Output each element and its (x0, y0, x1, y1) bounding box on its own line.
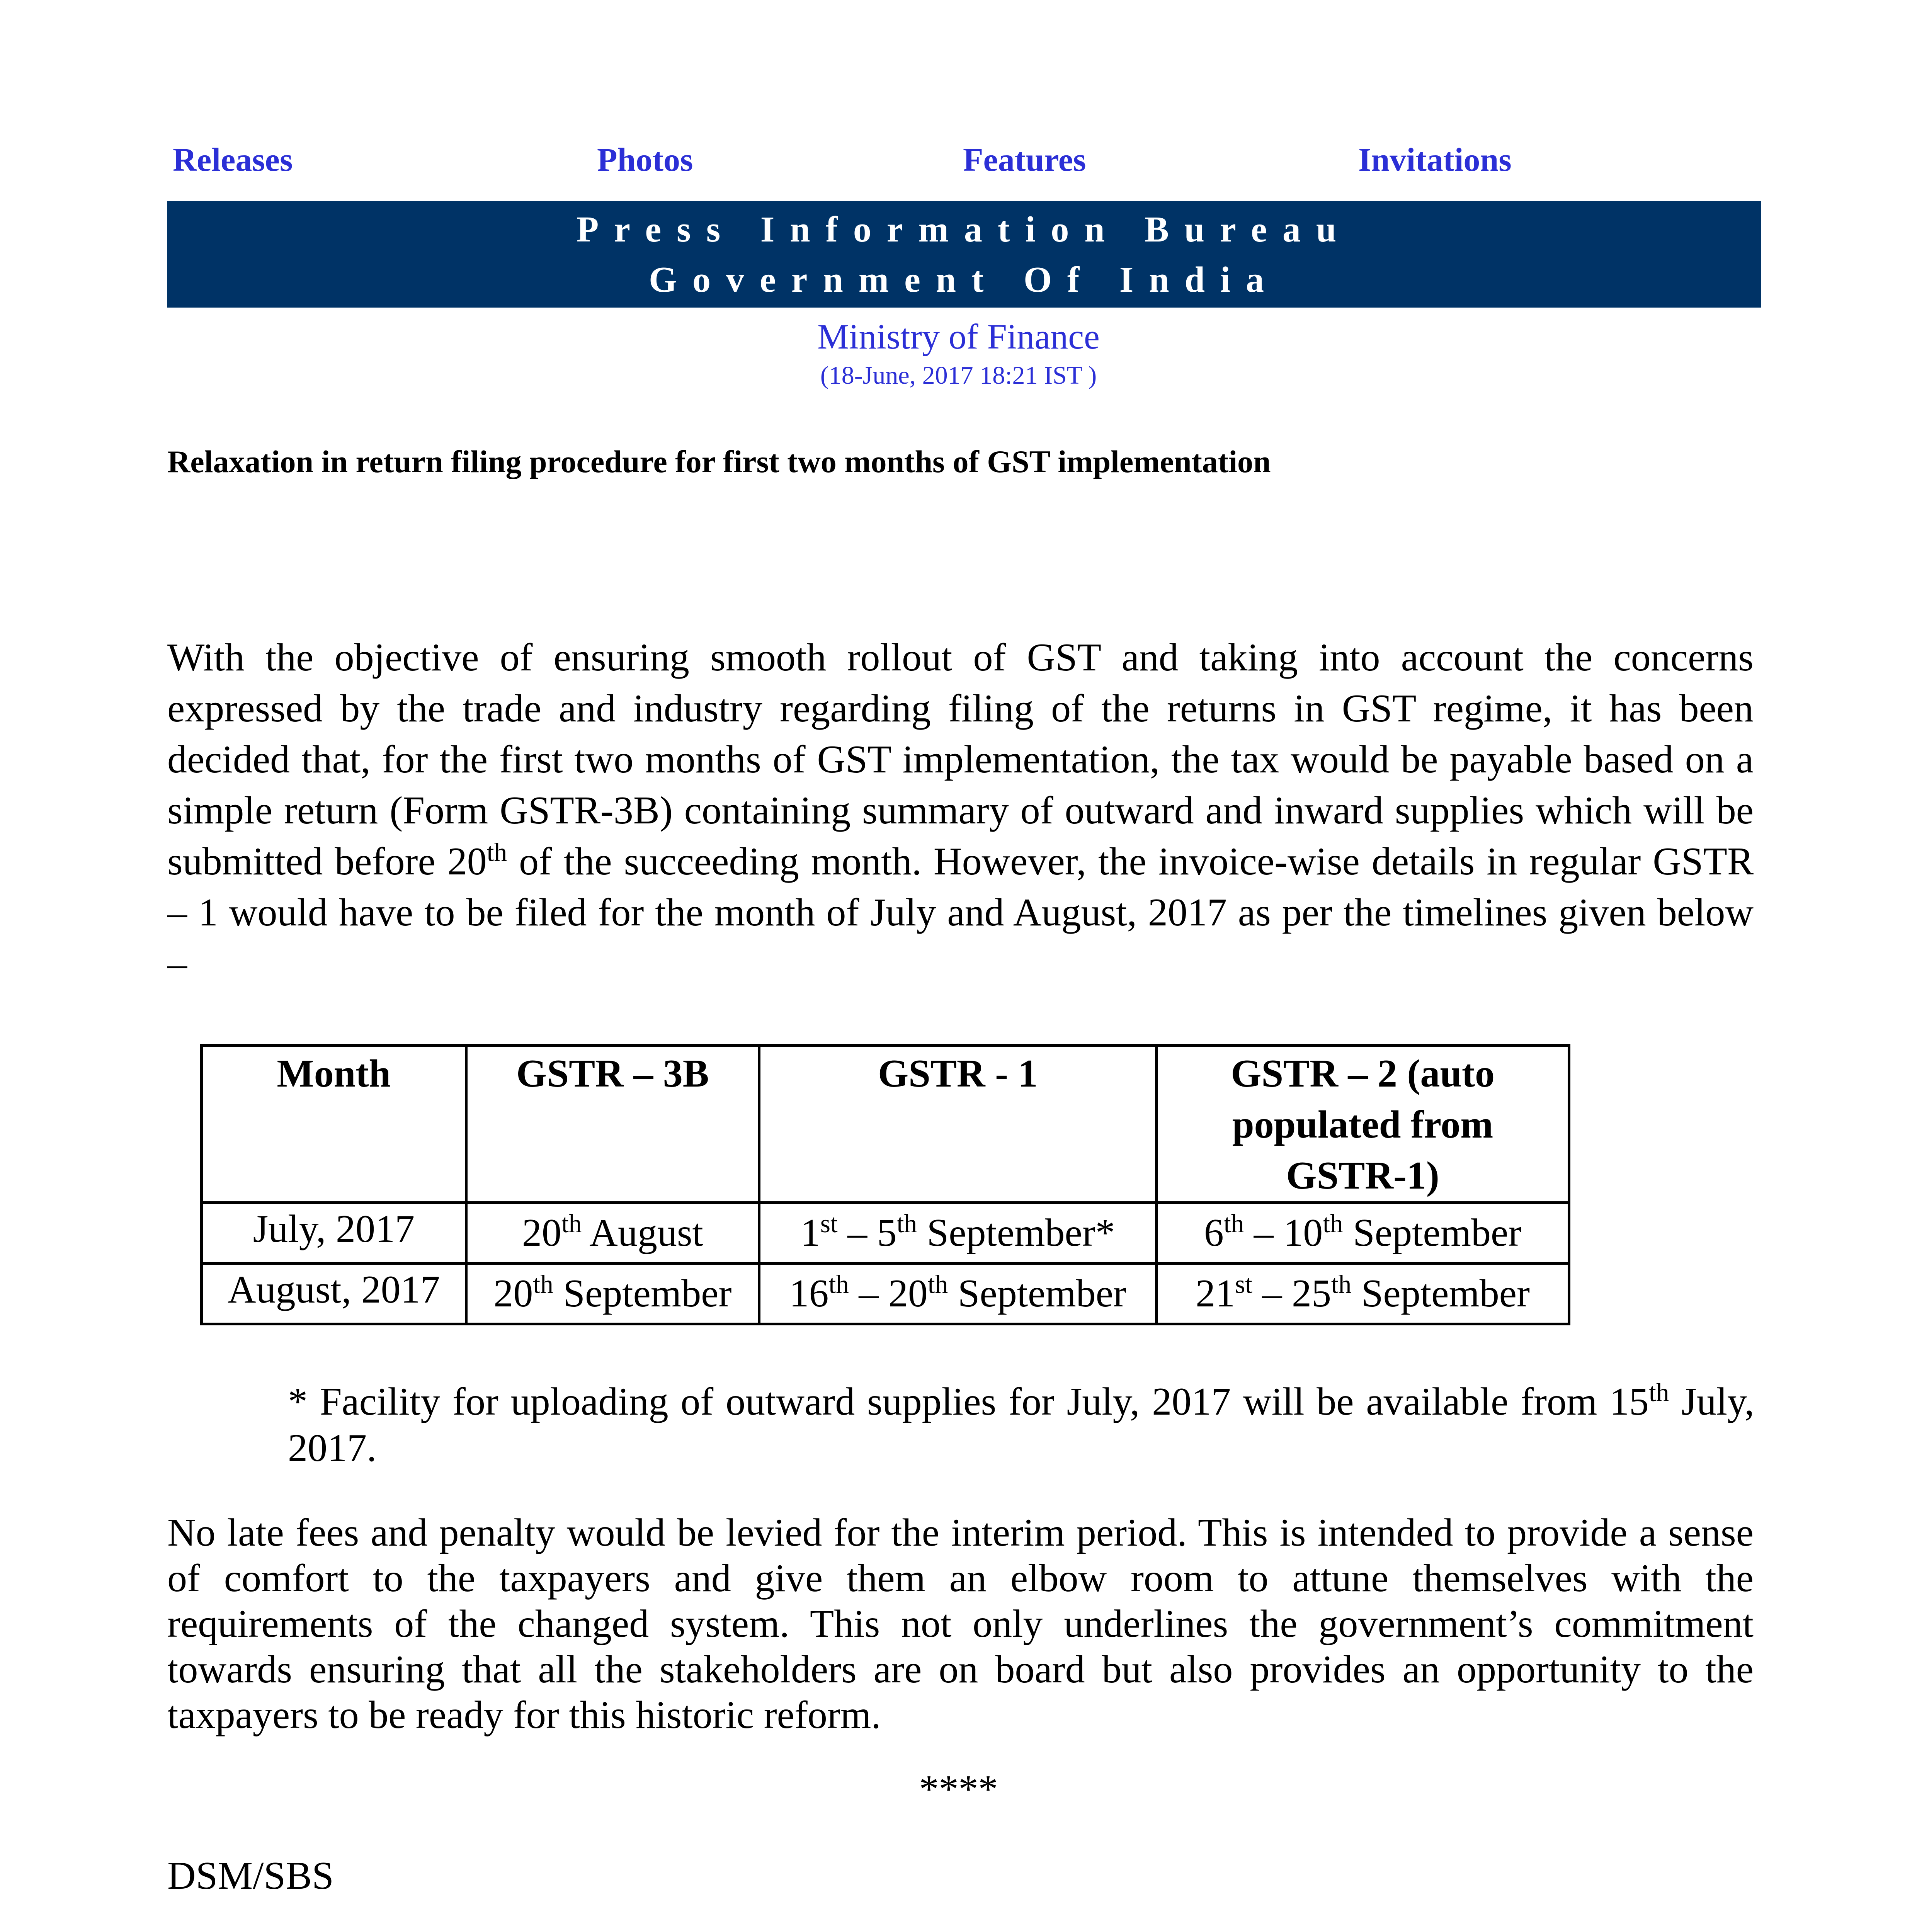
cell-gstr3b: 20th August (466, 1203, 759, 1264)
gst-timeline-table (200, 1044, 1570, 1325)
body-paragraph-intro: With the objective of ensuring smooth rollout of GST and taking into account the concerns expressed by the trade and industry regarding filing of the returns in GST regime, it has been decided that, for the first two months of GST implementation, the tax would be payable based on a simple return (Form GSTR-3B) containing summary of outward and inward supplies which will be submitted before 20th of the succeeding month. However, the invoice-wise details in regular GSTR – 1 would have to be filed for the month of July and August, 2017 as per the timelines given below – (167, 636, 1754, 985)
nav-photos-link[interactable]: Photos (597, 141, 693, 178)
cell-gstr3b: 20th September (466, 1264, 759, 1324)
cell-gstr2: 6th – 10th September (1157, 1203, 1569, 1264)
banner-subtitle: Government Of India (648, 260, 1280, 300)
nav-invitations-link[interactable]: Invitations (1358, 141, 1512, 178)
section-separator: **** (919, 1767, 998, 1811)
cell-gstr1: 16th – 20th September (759, 1264, 1157, 1324)
table-row (202, 1264, 1569, 1324)
cell-month: July, 2017 (202, 1203, 466, 1264)
signoff-initials: DSM/SBS (167, 1854, 334, 1898)
top-nav (173, 140, 1757, 183)
cell-month: August, 2017 (202, 1264, 466, 1324)
nav-releases-link[interactable]: Releases (173, 141, 293, 178)
ministry-name: Ministry of Finance (817, 317, 1100, 356)
col-header-month: Month (202, 1046, 466, 1203)
nav-features-link[interactable]: Features (963, 141, 1086, 178)
cell-gstr1: 1st – 5th September* (759, 1203, 1157, 1264)
col-header-gstr3b: GSTR – 3B (466, 1046, 759, 1203)
cell-gstr2: 21st – 25th September (1157, 1264, 1569, 1324)
table-header-row (202, 1046, 1569, 1203)
release-dateline: (18-June, 2017 18:21 IST ) (820, 361, 1097, 389)
table-row (202, 1203, 1569, 1264)
pib-banner (167, 201, 1761, 308)
col-header-gstr2: GSTR – 2 (auto populated from GSTR-1) (1157, 1046, 1569, 1203)
banner-title: Press Information Bureau (576, 209, 1352, 250)
body-paragraph-penalty: No late fees and penalty would be levied for the interim period. This is intended to provide a sense of comfort to the taxpayers and give them an elbow room to attune themselves with the requirements of the changed system. This not only underlines the government’s commitment towards ensuring that all the stakeholders are on board but also provides an opportunity to the taxpayers to be ready for this historic reform. (167, 1511, 1754, 1737)
col-header-gstr1: GSTR - 1 (759, 1046, 1157, 1203)
table-footnote: * Facility for uploading of outward supplies for July, 2017 will be available from 15th July, 2017. (288, 1378, 1754, 1470)
release-headline: Relaxation in return filing procedure for first two months of GST implementation (167, 444, 1271, 479)
